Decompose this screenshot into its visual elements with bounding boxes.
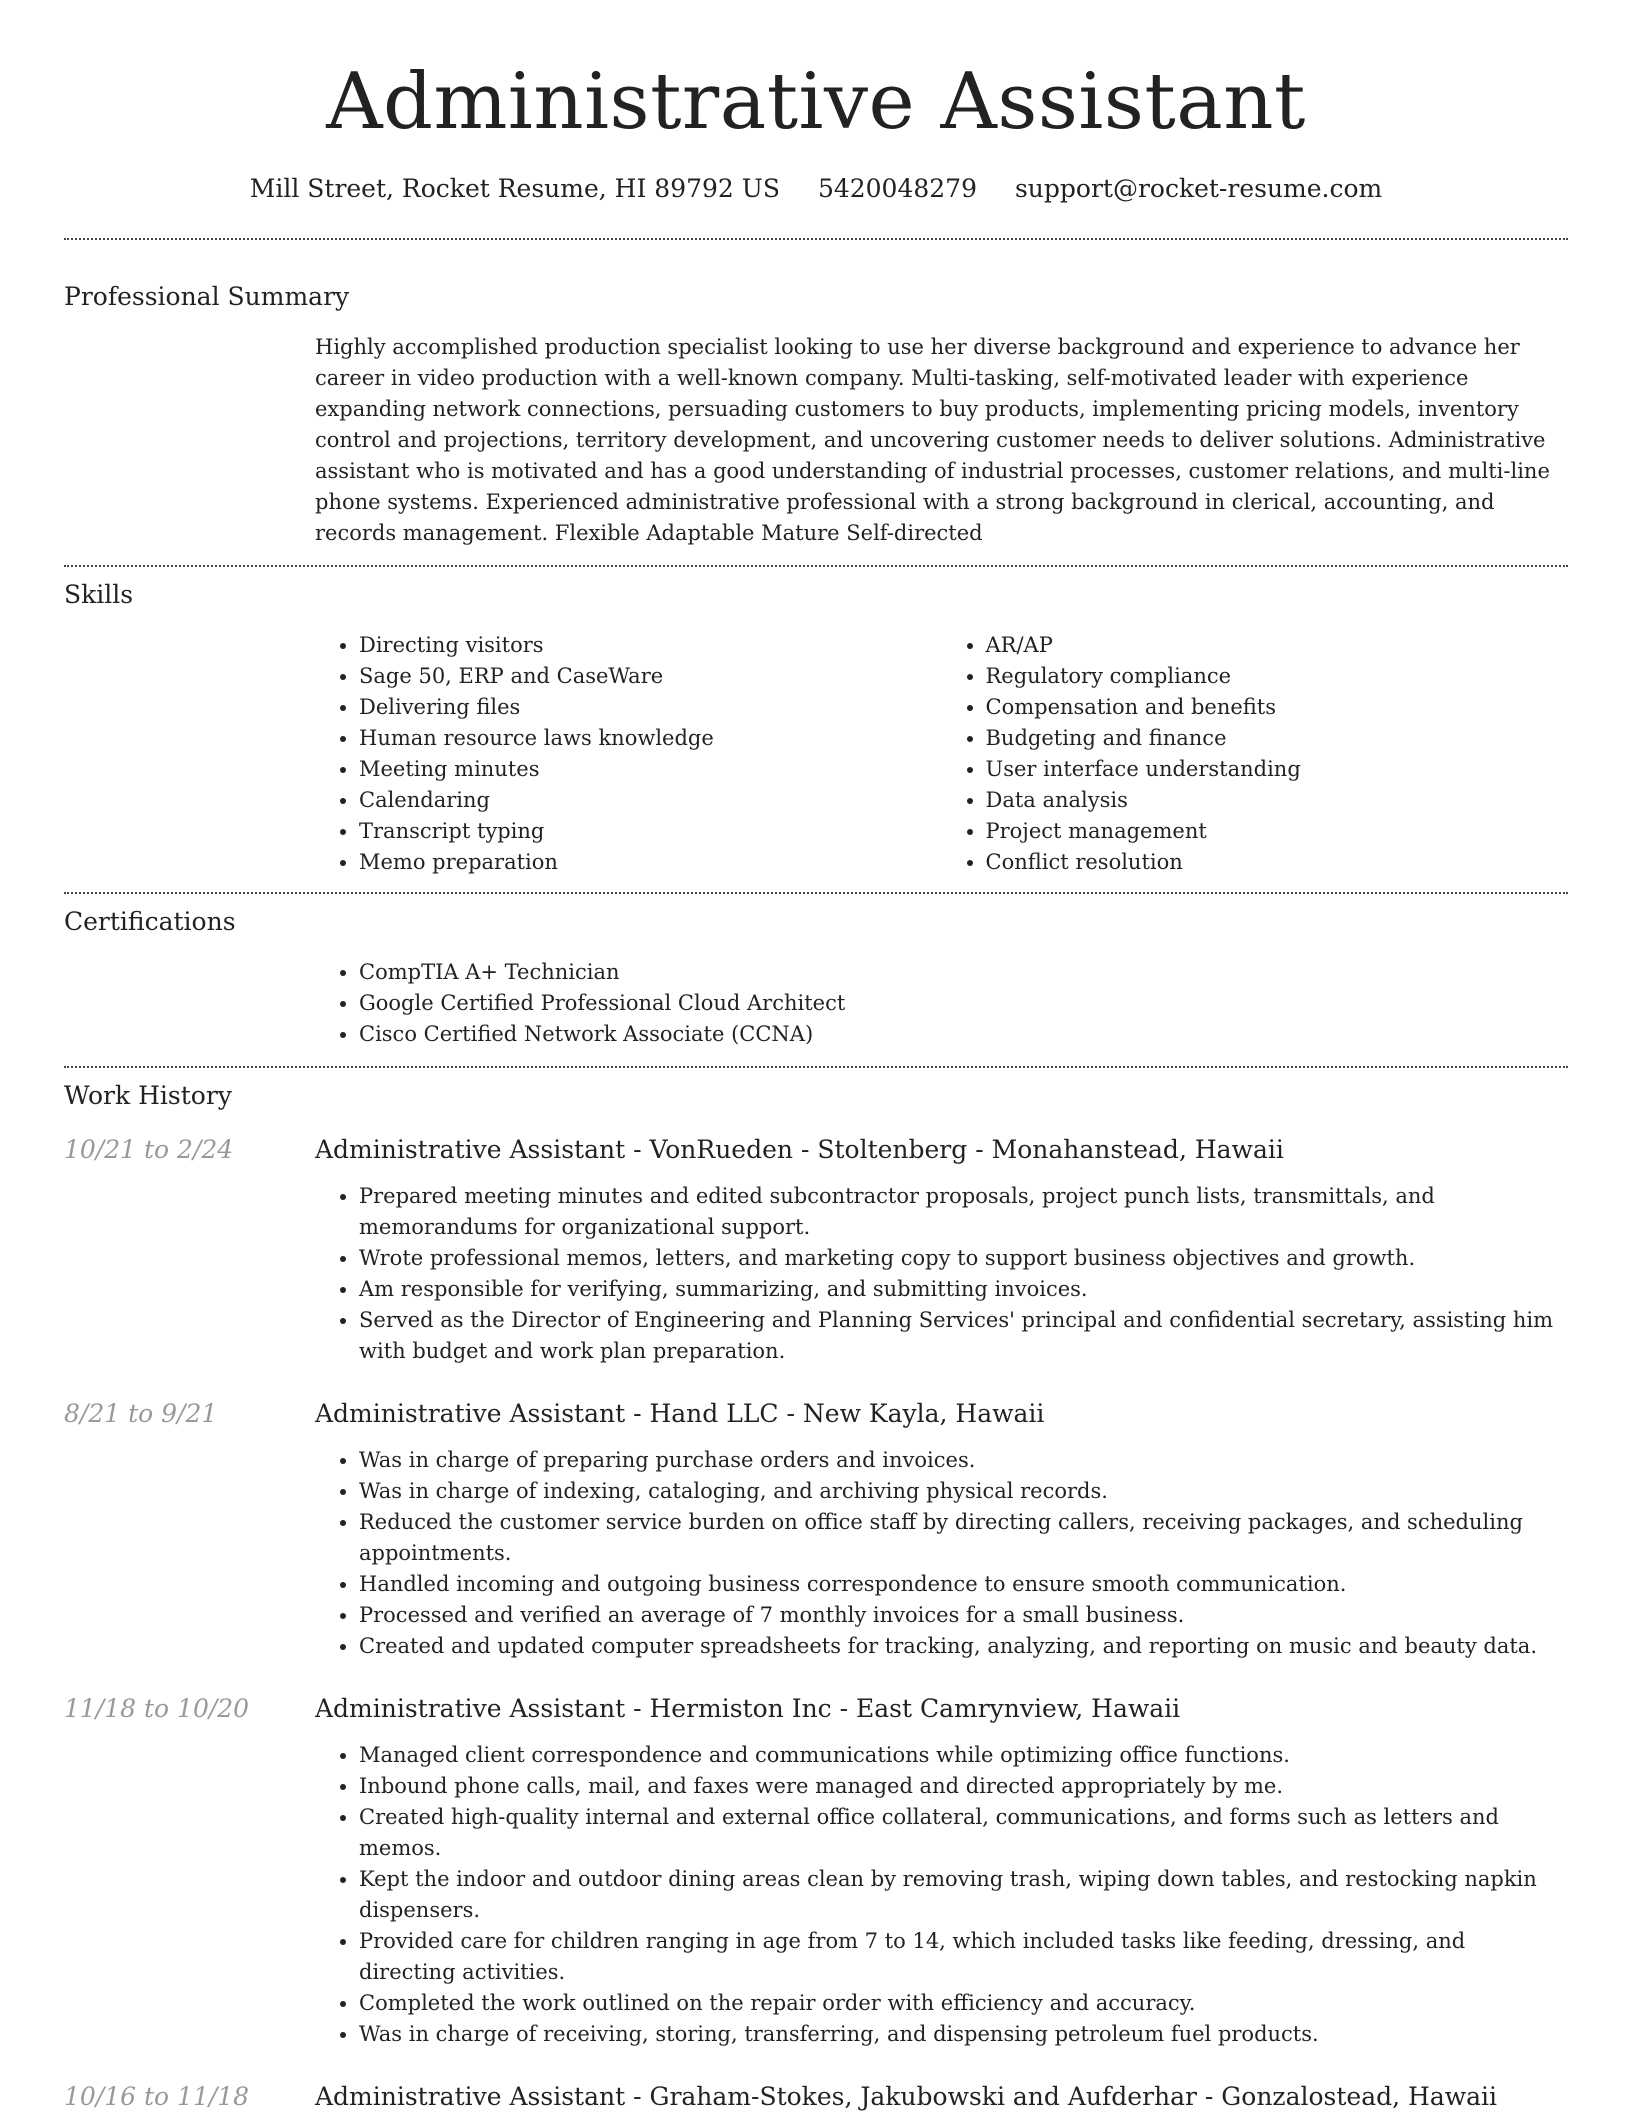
job-heading: Administrative Assistant - Hermiston Inc - East Camrynview, Hawaii: [315, 1694, 1181, 1723]
job-bullet: • Reduced the customer service burden on office staff by directing callers, receiving packages, and scheduling appointments.: [359, 1507, 1568, 1569]
job-bullet: • Provided care for children ranging in age from 7 to 14, which included tasks like feeding, dressing, and directing activities.: [359, 1926, 1568, 1988]
summary-text: Highly accomplished production specialist looking to use her diverse background and experience to advance her career in video production with a well-known company. Multi-tasking, self-motivated leader with experience expanding network connections, persuading customers to buy products, implementing pricing models, inventory control and projections, territory development, and uncovering customer needs to deliver solutions. Administrative assistant who is motivated and has a good understanding of industrial processes, customer relations, and multi-line phone systems. Experienced administrative professional with a strong background in clerical, accounting, and records management. Flexible Adaptable Mature Self-directed: [315, 335, 1550, 545]
contact-line: [64, 172, 1568, 206]
certification-item: • Cisco Certified Network Associate (CCNA): [359, 1019, 1568, 1050]
skill-item: • Directing visitors: [359, 630, 942, 661]
certifications-section: [64, 905, 1568, 1066]
skills-title: Skills: [64, 580, 134, 609]
work-history-section: [64, 1079, 1568, 2114]
job-heading: Administrative Assistant - Hand LLC - New Kayla, Hawaii: [315, 1399, 1045, 1428]
skill-item: • Regulatory compliance: [986, 661, 1569, 692]
certification-item: • CompTIA A+ Technician: [359, 957, 1568, 988]
job-entry: [64, 2080, 1568, 2114]
resume-page: [64, 0, 1568, 2114]
contact-email: support@rocket-resume.com: [1014, 174, 1383, 203]
skill-item: • Memo preparation: [359, 847, 942, 878]
skill-item: • User interface understanding: [986, 754, 1569, 785]
job-bullet: • Handled incoming and outgoing business correspondence to ensure smooth communication.: [359, 1569, 1568, 1600]
job-bullet: • Kept the indoor and outdoor dining areas clean by removing trash, wiping down tables, and restocking napkin dispensers.: [359, 1864, 1568, 1926]
skill-item: • Sage 50, ERP and CaseWare: [359, 661, 942, 692]
job-bullet-list: [315, 1445, 1568, 1662]
job-bullet: • Served as the Director of Engineering and Planning Services' principal and confidential secretary, assisting him with budget and work plan preparation.: [359, 1305, 1568, 1367]
job-bullet: • Completed the work outlined on the repair order with efficiency and accuracy.: [359, 1988, 1568, 2019]
skill-item: • Meeting minutes: [359, 754, 942, 785]
job-bullets: [315, 1445, 1568, 1662]
job-list: [64, 1133, 1568, 2114]
job-entry: [64, 1692, 1568, 2050]
job-dates: 8/21 to 9/21: [64, 1399, 218, 1428]
contact-phone: 5420048279: [817, 174, 977, 203]
section-divider: [64, 238, 1568, 240]
job-bullet: • Was in charge of indexing, cataloging, and archiving physical records.: [359, 1476, 1568, 1507]
job-heading: Administrative Assistant - Graham-Stokes, Jakubowski and Aufderhar - Gonzalostead, Hawaii: [315, 2082, 1498, 2111]
skills-list-right: [942, 630, 1569, 878]
skill-item: • AR/AP: [986, 630, 1569, 661]
job-bullet: • Was in charge of preparing purchase orders and invoices.: [359, 1445, 1568, 1476]
summary-section: [64, 280, 1568, 565]
section-divider: [64, 1066, 1568, 1068]
skill-item: • Calendaring: [359, 785, 942, 816]
job-bullet: • Processed and verified an average of 7 monthly invoices for a small business.: [359, 1600, 1568, 1631]
skill-item: • Project management: [986, 816, 1569, 847]
skill-item: • Conflict resolution: [986, 847, 1569, 878]
summary-title: Professional Summary: [64, 282, 350, 311]
job-entry: [64, 1133, 1568, 1367]
resume-name: Administrative Assistant: [326, 57, 1306, 147]
job-bullet: • Prepared meeting minutes and edited subcontractor proposals, project punch lists, transmittals, and memorandums for organizational support.: [359, 1181, 1568, 1243]
skills-columns: [315, 630, 1568, 892]
job-bullet: • Created high-quality internal and external office collateral, communications, and forms such as letters and memos.: [359, 1802, 1568, 1864]
job-bullet: • Was in charge of receiving, storing, transferring, and dispensing petroleum fuel products.: [359, 2019, 1568, 2050]
job-bullet: • Inbound phone calls, mail, and faxes were managed and directed appropriately by me.: [359, 1771, 1568, 1802]
section-divider: [64, 892, 1568, 894]
skill-item: • Delivering files: [359, 692, 942, 723]
job-dates: 11/18 to 10/20: [64, 1694, 250, 1723]
skills-list-left: [315, 630, 942, 878]
skill-item: • Human resource laws knowledge: [359, 723, 942, 754]
certification-item: • Google Certified Professional Cloud Architect: [359, 988, 1568, 1019]
job-dates: 10/16 to 11/18: [64, 2082, 250, 2111]
work-history-title: Work History: [64, 1081, 232, 1110]
skill-item: • Compensation and benefits: [986, 692, 1569, 723]
job-bullet: • Created and updated computer spreadsheets for tracking, analyzing, and reporting on music and beauty data.: [359, 1631, 1568, 1662]
skills-section: [64, 578, 1568, 892]
job-bullet: • Am responsible for verifying, summarizing, and submitting invoices.: [359, 1274, 1568, 1305]
job-bullet-list: [315, 1740, 1568, 2050]
skill-item: • Data analysis: [986, 785, 1569, 816]
job-bullet: • Managed client correspondence and communications while optimizing office functions.: [359, 1740, 1568, 1771]
job-bullet-list: [315, 1181, 1568, 1367]
job-entry: [64, 1397, 1568, 1662]
job-bullet: • Wrote professional memos, letters, and marketing copy to support business objectives and growth.: [359, 1243, 1568, 1274]
section-divider: [64, 565, 1568, 567]
contact-address: Mill Street, Rocket Resume, HI 89792 US: [249, 174, 780, 203]
job-bullets: [315, 1740, 1568, 2050]
skill-item: • Transcript typing: [359, 816, 942, 847]
job-bullets: [315, 1181, 1568, 1367]
job-heading: Administrative Assistant - VonRueden - Stoltenberg - Monahanstead, Hawaii: [315, 1135, 1284, 1164]
skill-item: • Budgeting and finance: [986, 723, 1569, 754]
certifications-title: Certifications: [64, 907, 236, 936]
job-dates: 10/21 to 2/24: [64, 1135, 234, 1164]
certifications-list: [315, 957, 1568, 1050]
certifications-body: [315, 957, 1568, 1066]
